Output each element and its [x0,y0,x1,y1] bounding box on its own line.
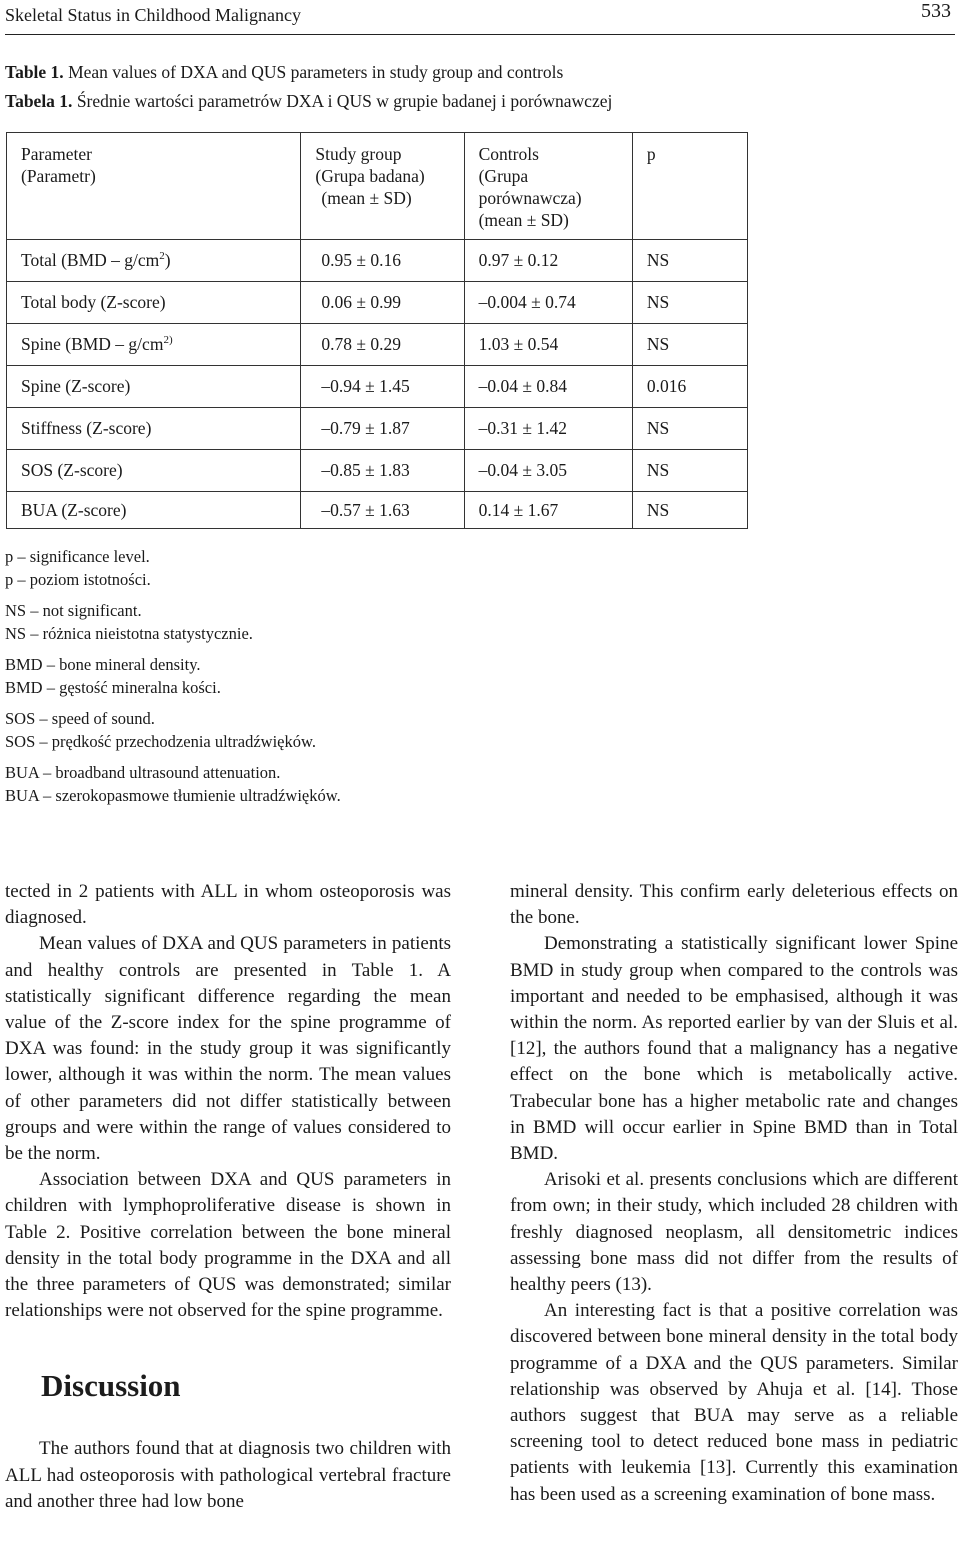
cell-study: 0.06 ± 0.99 [301,282,464,324]
header-study-group [301,133,464,240]
cell-study: –0.57 ± 1.63 [301,492,464,529]
header-text: Parameter [21,144,92,164]
table-row [7,324,748,366]
table-row [7,408,748,450]
footnote-group [5,546,341,591]
table-row [7,240,748,282]
cell-p: NS [632,450,747,492]
header-text: Controls [478,144,539,164]
cell-text: ) [164,250,171,270]
body-paragraph: Arisoki et al. presents conclusions which are different from own; in their study, which included 28 children with freshly diagnosed neoplasm, all densitometric indices assessing bone mass did not differ from the results of healthy peers (13). [510,1169,958,1296]
cell-parameter: Spine (Z-score) [7,366,301,408]
results-table [6,132,748,529]
table-caption-pl-text: Średnie wartości parametrów DXA i QUS w grupie badanej i porównawczej [76,91,613,111]
cell-parameter: BUA (Z-score) [7,492,301,529]
cell-text: Total (BMD – g/cm [21,250,160,270]
footnote-en: NS – not significant. [5,601,142,620]
right-text-column [510,879,958,1508]
footnote-group [5,654,341,699]
cell-controls: –0.31 ± 1.42 [464,408,632,450]
cell-study: –0.85 ± 1.83 [301,450,464,492]
cell-study: –0.79 ± 1.87 [301,408,464,450]
cell-p: 0.016 [632,366,747,408]
footnote-pl: BMD – gęstość mineralna kości. [5,677,221,697]
cell-p: NS [632,240,747,282]
header-controls [464,133,632,240]
cell-p: NS [632,408,747,450]
header-text: p [646,144,656,164]
table-row [7,450,748,492]
cell-study: 0.78 ± 0.29 [301,324,464,366]
cell-p: NS [632,324,747,366]
footnote-en: BUA – broadband ultrasound attenuation. [5,763,281,782]
cell-controls: –0.04 ± 3.05 [464,450,632,492]
header-text: Study group [315,144,402,164]
cell-parameter: Stiffness (Z-score) [7,408,301,450]
table-caption-en [5,62,563,83]
cell-controls: 0.97 ± 0.12 [464,240,632,282]
table-header-row [7,133,748,240]
cell-superscript: 2 [159,250,165,263]
header-parameter [7,133,301,240]
left-text-column [5,879,451,1515]
footnote-pl: SOS – prędkość przechodzenia ultradźwięków. [5,731,316,751]
header-text: (Parametr) [21,166,96,186]
cell-parameter: SOS (Z-score) [7,450,301,492]
header-text: (Grupa badana) [315,166,425,186]
cell-controls: 1.03 ± 0.54 [464,324,632,366]
footnote-en: BMD – bone mineral density. [5,655,201,674]
table-row [7,282,748,324]
cell-p: NS [632,492,747,529]
header-p [632,133,747,240]
table-caption-en-label: Table 1. [5,62,64,82]
table-row [7,492,748,529]
table-caption-en-text: Mean values of DXA and QUS parameters in study group and controls [68,62,564,82]
table-caption-pl-label: Tabela 1. [5,91,73,111]
body-paragraph: mineral density. This confirm early deleterious effects on the bone. [510,881,958,929]
footnote-en: p – significance level. [5,547,150,566]
journal-title: Skeletal Status in Childhood Malignancy [5,5,301,25]
table-footnotes [5,546,341,816]
page-number: 533 [921,0,951,22]
cell-controls: –0.004 ± 0.74 [464,282,632,324]
footnote-pl: BUA – szerokopasmowe tłumienie ultradźwięków. [5,785,341,805]
running-head [5,0,955,35]
footnote-pl: NS – różnica nieistotna statystycznie. [5,623,253,643]
table-caption-pl [5,91,612,112]
body-paragraph: tected in 2 patients with ALL in whom osteoporosis was diagnosed. [5,881,451,929]
footnote-group [5,708,341,753]
header-text: porównawcza) [478,188,582,208]
section-heading: Discussion [41,1368,181,1404]
cell-parameter [7,324,301,366]
footnote-en: SOS – speed of sound. [5,709,155,728]
cell-superscript: 2) [163,334,173,347]
body-paragraph: Demonstrating a statistically significant lower Spine BMD in study group when compared to the controls was important and needed to be emphasised, although it was within the norm. As reported earlier by van der Sluis et al. [12], the authors found that a malignancy has a negative effect on the bone which is metabolically active. Trabecular bone has a higher metabolic rate and changes in BMD will occur earlier in Spine BMD than in Total BMD. [510,933,958,1165]
header-text: (mean ± SD) [478,210,569,230]
cell-p: NS [632,282,747,324]
table-row [7,366,748,408]
header-text: (Grupa [478,166,529,186]
body-paragraph: Association between DXA and QUS parameters in children with lymphoproliferative disease is shown in Table 2. Positive correlation between the bone mineral density in the total body programme in the DXA and all the three parameters of QUS was demonstrated; similar relationships were not observed for the spine programme. [5,1169,451,1322]
footnote-group [5,762,341,807]
header-text: (mean ± SD) [321,188,412,208]
cell-parameter [7,240,301,282]
cell-controls: 0.14 ± 1.67 [464,492,632,529]
footnote-group [5,600,341,645]
cell-study: 0.95 ± 0.16 [301,240,464,282]
body-paragraph: Mean values of DXA and QUS parameters in patients and healthy controls are presented in Table 1. A statistically significant difference regarding the mean value of the Z-score index for the spine programme of DXA was found: in the study group it was significantly lower, although it was within the norm. The mean values of other parameters did not differ statistically between groups and were within the range of values considered to be the norm. [5,933,451,1165]
body-paragraph: The authors found that at diagnosis two children with ALL had osteoporosis with pathological vertebral fracture and another three had low bone [5,1438,451,1512]
cell-study: –0.94 ± 1.45 [301,366,464,408]
cell-parameter: Total body (Z-score) [7,282,301,324]
cell-controls: –0.04 ± 0.84 [464,366,632,408]
body-paragraph: An interesting fact is that a positive correlation was discovered between bone mineral density in the total body programme of a DXA and the QUS parameters. Similar relationship was observed by Ahuja et al. [14]. Those authors suggest that BUA may serve as a reliable screening tool to detect reduced bone mass in pediatric patients with leukemia [13]. Currently this examination has been used as a screening examination of bone mass. [510,1300,958,1505]
cell-text: Spine (BMD – g/cm [21,334,164,354]
footnote-pl: p – poziom istotności. [5,569,151,589]
